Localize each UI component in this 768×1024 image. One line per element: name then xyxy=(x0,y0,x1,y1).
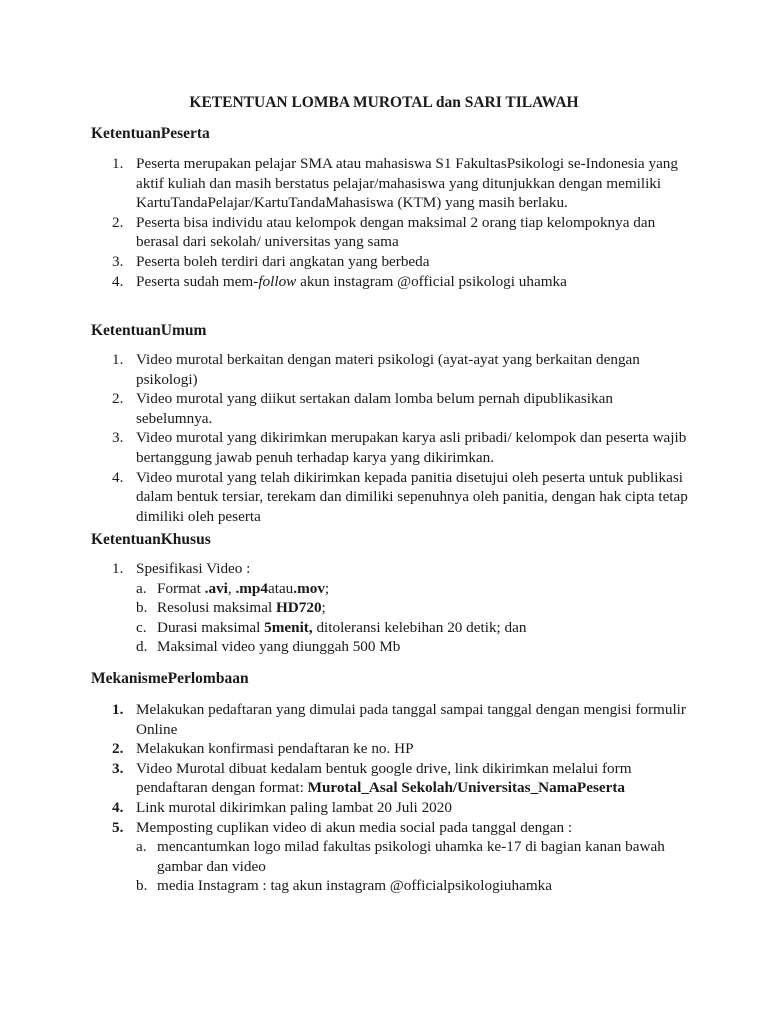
sublist-item: b. media Instagram : tag akun instagram @officialpsikologiuhamka xyxy=(136,877,552,895)
list-item: 2. Peserta bisa individu atau kelompok dengan maksimal 2 orang tiap kelompoknya dan berasal dari sekolah/ universitas yang sama xyxy=(112,213,656,251)
list-mekanisme-perlombaan xyxy=(108,700,688,896)
list-item: 5. Memposting cuplikan video di akun media social pada tanggal dengan : a. mencantumkan logo milad fakultas psikologi uhamka ke-17 di bagian kanan bawah gambar dan video b. media Instagram : tag akun instagram @officialpsikologiuhamka xyxy=(108,818,688,896)
list-item: 4. Link murotal dikirimkan paling lambat 20 Juli 2020 xyxy=(112,798,452,816)
list-item: 3. Video Murotal dibuat kedalam bentuk google drive, link dikirimkan melalui form pendaftaran dengan format: Murotal_Asal Sekolah/Universitas_NamaPeserta xyxy=(112,759,632,797)
sublist-item: c. Durasi maksimal 5menit, ditoleransi kelebihan 20 detik; dan xyxy=(136,618,527,636)
list-item: 4. Peserta sudah mem-follow akun instagram @official psikologi uhamka xyxy=(112,272,567,290)
sublist-item: a. mencantumkan logo milad fakultas psikologi uhamka ke-17 di bagian kanan bawah gambar dan video xyxy=(136,838,665,875)
sublist-item: a. Format .avi, .mp4atau.mov; xyxy=(136,579,330,597)
list-ketentuan-peserta xyxy=(108,154,688,291)
list-item: 3. Video murotal yang dikirimkan merupakan karya asli pribadi/ kelompok dan peserta wajib bertanggung jawab penuh terhadap karya yang dikirimkan. xyxy=(112,429,687,466)
heading-mekanisme-perlombaan: MekanismePerlombaan xyxy=(91,670,249,687)
list-item: 1. Melakukan pedaftaran yang dimulai pada tanggal sampai tanggal dengan mengisi formulir Online xyxy=(112,701,686,738)
sublist-posting xyxy=(136,837,688,896)
list-item: 2. Video murotal yang diikut sertakan dalam lomba belum pernah dipublikasikan sebelumnya. xyxy=(112,390,613,427)
heading-ketentuan-umum: KetentuanUmum xyxy=(91,322,207,339)
sublist-item: b. Resolusi maksimal HD720; xyxy=(136,599,326,617)
document-title: KETENTUAN LOMBA MUROTAL dan SARI TILAWAH xyxy=(189,94,579,111)
list-item: 1. Peserta merupakan pelajar SMA atau mahasiswa S1 FakultasPsikologi se-Indonesia yang aktif kuliah dan masih berstatus pelajar/mahasiswa yang ditunjukkan dengan memiliki KartuTandaPelajar/KartuTandaMahasiswa (KTM) yang masih berlaku. xyxy=(112,155,678,212)
heading-ketentuan-peserta: KetentuanPeserta xyxy=(91,125,210,142)
sublist-item: d. Maksimal video yang diunggah 500 Mb xyxy=(136,638,401,656)
sublist-spesifikasi-video xyxy=(136,579,688,657)
list-item: 2. Melakukan konfirmasi pendaftaran ke no. HP xyxy=(112,740,414,758)
list-ketentuan-umum xyxy=(108,350,688,526)
list-item: 3. Peserta boleh terdiri dari angkatan yang berbeda xyxy=(112,252,430,270)
list-ketentuan-khusus xyxy=(108,559,688,657)
list-item: 4. Video murotal yang telah dikirimkan kepada panitia disetujui oleh peserta untuk publikasi dalam bentuk tersiar, terekam dan dimiliki sepenuhnya oleh panitia, dengan hak cipta tetap dimiliki oleh peserta xyxy=(112,468,688,525)
list-item: 1. Video murotal berkaitan dengan materi psikologi (ayat-ayat yang berkaitan dengan psikologi) xyxy=(112,351,640,388)
list-item: 1. Spesifikasi Video : a. Format .avi, .mp4atau.mov; b. Resolusi maksimal HD720; c. Durasi maksimal 5menit, ditoleransi kelebihan 20 detik; dan d. Maksimal video yang diunggah 500 Mb xyxy=(108,559,688,657)
heading-ketentuan-khusus: KetentuanKhusus xyxy=(91,531,211,548)
